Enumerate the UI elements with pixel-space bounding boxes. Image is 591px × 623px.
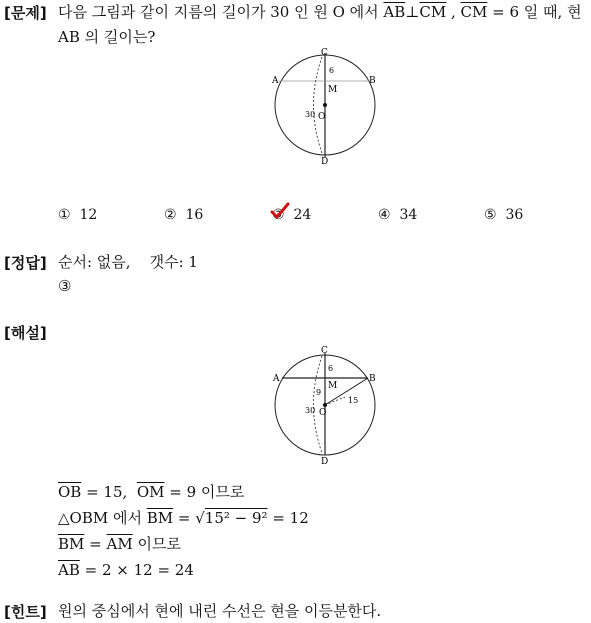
segment-ob-text: $\overline{OB}$ xyxy=(58,483,82,501)
solution-dashed-arc xyxy=(314,356,323,453)
solution-line-3 xyxy=(58,534,181,554)
label-b: B xyxy=(369,76,376,86)
segment-ab-text: $\overline{AB}$ xyxy=(58,561,80,579)
sol-label-thirty: 30 xyxy=(305,406,316,415)
solution-l3-b: 이므로 xyxy=(132,535,181,553)
sol-label-b: B xyxy=(369,374,376,384)
solution-line-4 xyxy=(58,560,194,580)
choice-4-number: ④ xyxy=(378,207,391,223)
segment-om-text: $\overline{OM}$ xyxy=(136,483,165,501)
label-m: M xyxy=(328,85,338,95)
sol-label-m: M xyxy=(328,381,338,391)
choice-3-number-wrap xyxy=(272,207,289,223)
solution-tag: [해설] xyxy=(4,324,47,342)
problem-line-1 xyxy=(58,2,582,22)
segment-cm: $\overline{CM}$ xyxy=(419,3,447,21)
sol-label-o: O xyxy=(319,408,327,418)
hint-text: 원의 중심에서 현에 내린 수선은 현을 이등분한다. xyxy=(58,602,382,620)
solution-l1-b: = 9 이므로 xyxy=(164,483,245,501)
choice-5[interactable] xyxy=(484,207,523,223)
segment-bm-text-2: $\overline{BM}$ xyxy=(58,535,85,553)
hint-tag: [힌트] xyxy=(4,603,47,621)
problem-tag: [문제] xyxy=(4,4,47,22)
choice-4[interactable] xyxy=(378,207,417,223)
segment-bm-text: $\overline{BM}$ xyxy=(146,509,174,527)
sol-label-d: D xyxy=(321,457,329,467)
solution-l2-a: △OBM 에서 xyxy=(58,509,147,527)
label-a: A xyxy=(272,76,279,86)
choice-2-number: ② xyxy=(164,207,177,223)
label-d: D xyxy=(321,157,329,167)
perp-symbol: ⊥ xyxy=(405,3,420,21)
choice-2[interactable] xyxy=(164,207,203,223)
answer-tag: [정답] xyxy=(4,254,47,272)
sqrt-symbol: √ xyxy=(195,509,205,527)
dashed-arc xyxy=(314,57,326,153)
sol-label-a: A xyxy=(273,374,280,384)
sol-label-six: 6 xyxy=(328,364,334,373)
problem-circle-figure xyxy=(265,45,385,167)
solution-l1-a: = 15, xyxy=(81,483,137,501)
solution-l2-b: = xyxy=(173,509,196,527)
choice-3-number: ③ xyxy=(272,207,285,223)
problem-line-2: AB 의 길이는? xyxy=(58,28,156,46)
sol-label-c: C xyxy=(321,346,328,356)
choice-1-number: ① xyxy=(58,207,71,223)
problem-text-c: = 6 일 때, 현 xyxy=(487,3,582,21)
solution-l2-c: = 12 xyxy=(267,509,309,527)
sol-label-nine: 9 xyxy=(316,388,322,397)
answer-line-1: 순서: 없음, 갯수: 1 xyxy=(58,253,198,271)
solution-center-point xyxy=(323,403,327,407)
segment-cm-2: $\overline{CM}$ xyxy=(460,3,488,21)
solution-l3-a: = xyxy=(84,535,107,553)
solution-line-2 xyxy=(58,508,309,528)
label-c: C xyxy=(321,48,328,58)
sol-label-fifteen: 15 xyxy=(348,396,359,405)
solution-line-1 xyxy=(58,482,244,502)
segment-ab: $\overline{AB}$ xyxy=(383,3,406,21)
label-thirty: 30 xyxy=(305,110,316,119)
check-mark-icon xyxy=(270,202,290,220)
choice-5-value: 36 xyxy=(505,207,524,223)
problem-text-b: , xyxy=(446,3,461,21)
choice-1-value: 12 xyxy=(79,207,98,223)
label-six: 6 xyxy=(329,66,335,75)
answer-line-2: ③ xyxy=(58,277,72,295)
choice-3[interactable] xyxy=(272,207,311,223)
solution-circle-figure xyxy=(265,343,385,467)
choice-4-value: 34 xyxy=(399,207,418,223)
radicand: 15² − 9² xyxy=(204,509,268,527)
segment-am-text: $\overline{AM}$ xyxy=(106,535,133,553)
center-point xyxy=(323,103,327,107)
choice-5-number: ⑤ xyxy=(484,207,497,223)
choice-3-value: 24 xyxy=(293,207,312,223)
choice-1[interactable] xyxy=(58,207,97,223)
solution-l4-a: = 2 × 12 = 24 xyxy=(79,561,194,579)
label-o: O xyxy=(318,112,326,122)
problem-text-a: 다음 그림과 같이 지름의 길이가 30 인 원 O 에서 xyxy=(58,3,384,21)
choice-2-value: 16 xyxy=(185,207,204,223)
